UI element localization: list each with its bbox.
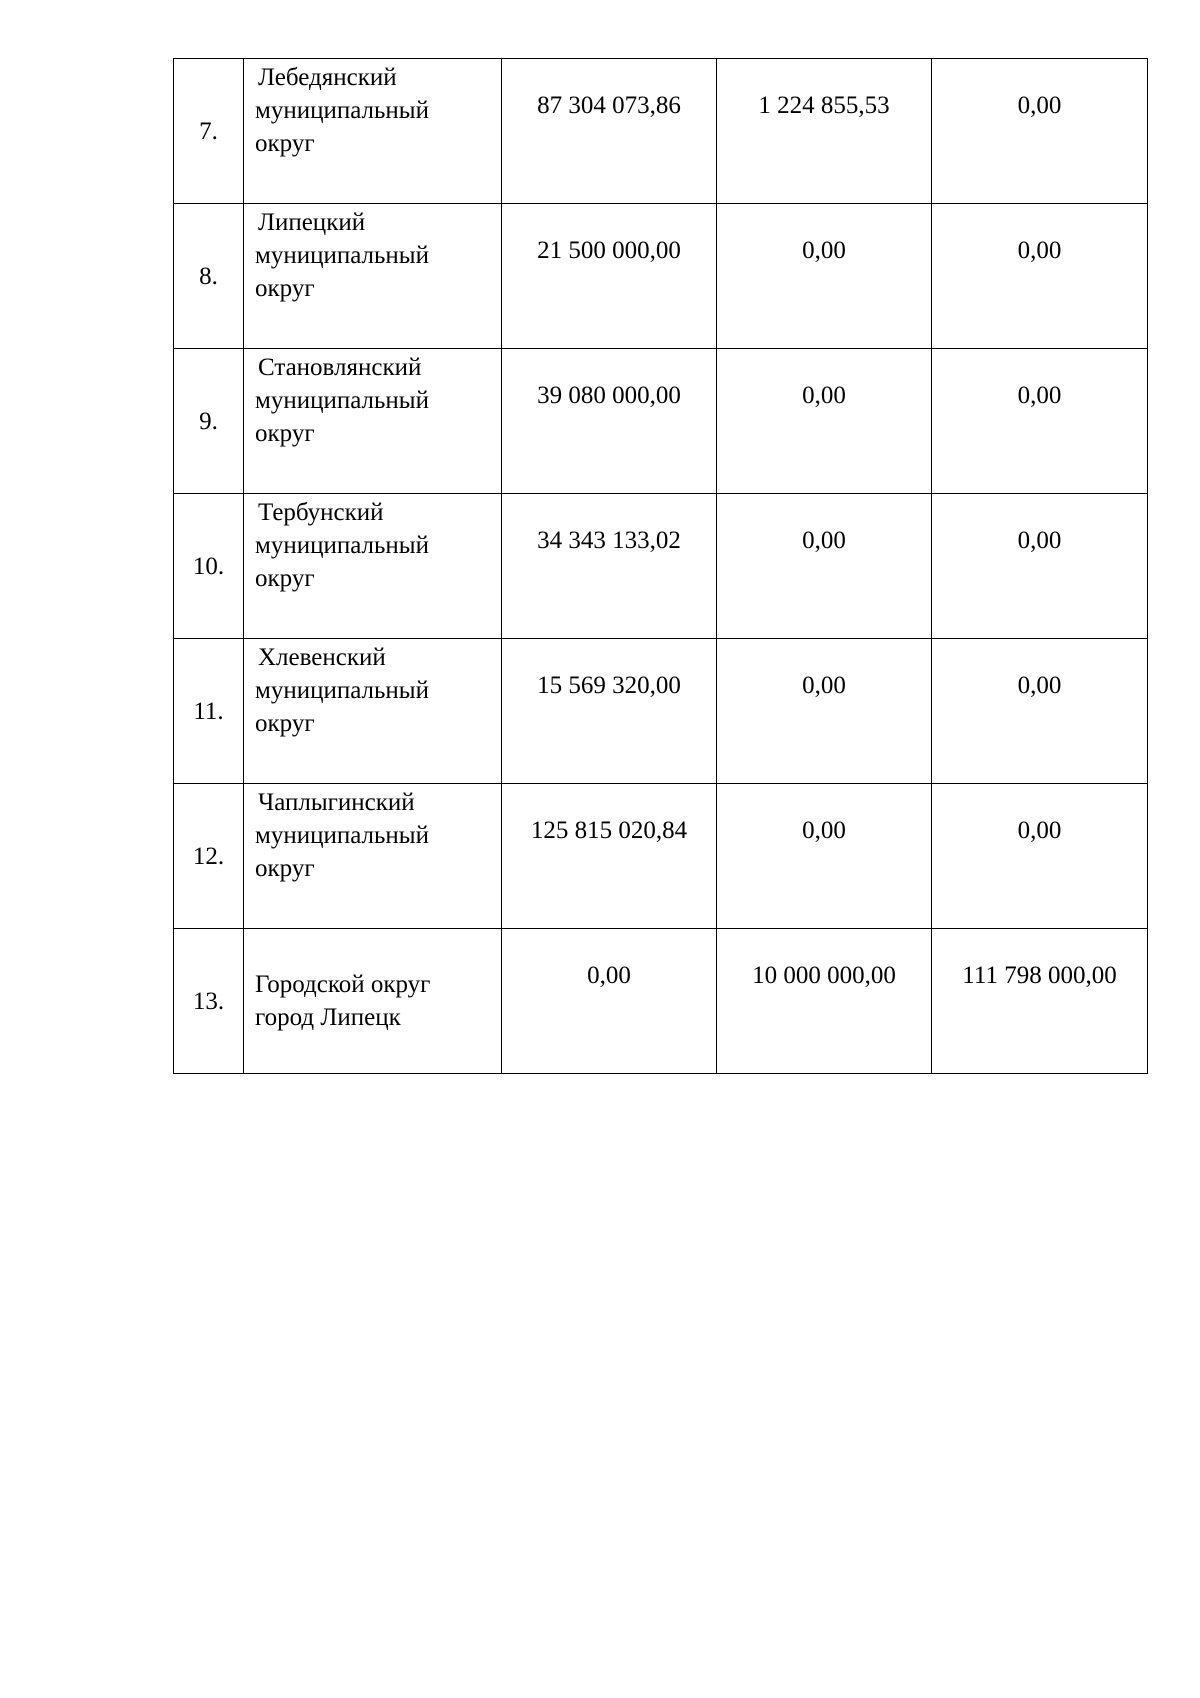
row-number: 11. (174, 639, 244, 784)
amount-cell: 0,00 (717, 204, 932, 349)
district-name-line: Становлянский (258, 354, 422, 381)
table-row (174, 784, 1148, 929)
amount-cell: 10 000 000,00 (717, 929, 932, 1074)
table-row (174, 349, 1148, 494)
table-row (174, 204, 1148, 349)
row-number: 10. (174, 494, 244, 639)
district-name (244, 494, 502, 639)
table-row (174, 929, 1148, 1074)
district-name-line: муниципальный (255, 822, 429, 849)
row-number: 12. (174, 784, 244, 929)
table-row (174, 639, 1148, 784)
district-name (244, 59, 502, 204)
district-name-line: Чаплыгинский (258, 789, 415, 816)
table-row (174, 59, 1148, 204)
amount-cell: 21 500 000,00 (502, 204, 717, 349)
amount-cell: 0,00 (932, 784, 1148, 929)
district-name (244, 784, 502, 929)
district-name-line: муниципальный (255, 242, 429, 269)
budget-allocation-table (173, 58, 1148, 1074)
row-number: 8. (174, 204, 244, 349)
row-number: 7. (174, 59, 244, 204)
district-name-line: округ (255, 130, 315, 157)
amount-cell: 0,00 (932, 204, 1148, 349)
district-name (244, 349, 502, 494)
district-name-line: округ (255, 420, 315, 447)
district-name-line: Хлевенский (258, 644, 386, 671)
district-name-line: округ (255, 710, 315, 737)
amount-cell: 125 815 020,84 (502, 784, 717, 929)
amount-cell: 0,00 (717, 349, 932, 494)
amount-cell: 111 798 000,00 (932, 929, 1148, 1074)
district-name-line: город Липецк (255, 1004, 401, 1031)
amount-cell: 0,00 (717, 639, 932, 784)
district-name-line: муниципальный (255, 677, 429, 704)
amount-cell: 34 343 133,02 (502, 494, 717, 639)
amount-cell: 0,00 (932, 494, 1148, 639)
district-name (244, 639, 502, 784)
amount-cell: 1 224 855,53 (717, 59, 932, 204)
table-row (174, 494, 1148, 639)
amount-cell: 15 569 320,00 (502, 639, 717, 784)
district-name-line: Липецкий (258, 209, 366, 236)
district-name-line: округ (255, 565, 315, 592)
amount-cell: 0,00 (932, 349, 1148, 494)
district-name-line: Тербунский (258, 499, 384, 526)
district-name-line: округ (255, 855, 315, 882)
district-name (244, 204, 502, 349)
district-name (244, 929, 502, 1074)
district-name-line: муниципальный (255, 97, 429, 124)
amount-cell: 0,00 (932, 639, 1148, 784)
amount-cell: 39 080 000,00 (502, 349, 717, 494)
district-name-line: Городской округ (255, 971, 431, 998)
amount-cell: 0,00 (717, 494, 932, 639)
amount-cell: 87 304 073,86 (502, 59, 717, 204)
district-name-line: муниципальный (255, 387, 429, 414)
district-name-line: муниципальный (255, 532, 429, 559)
district-name-line: Лебедянский (258, 64, 397, 91)
row-number: 9. (174, 349, 244, 494)
row-number: 13. (174, 929, 244, 1074)
amount-cell: 0,00 (932, 59, 1148, 204)
amount-cell: 0,00 (502, 929, 717, 1074)
amount-cell: 0,00 (717, 784, 932, 929)
district-name-line: округ (255, 275, 315, 302)
